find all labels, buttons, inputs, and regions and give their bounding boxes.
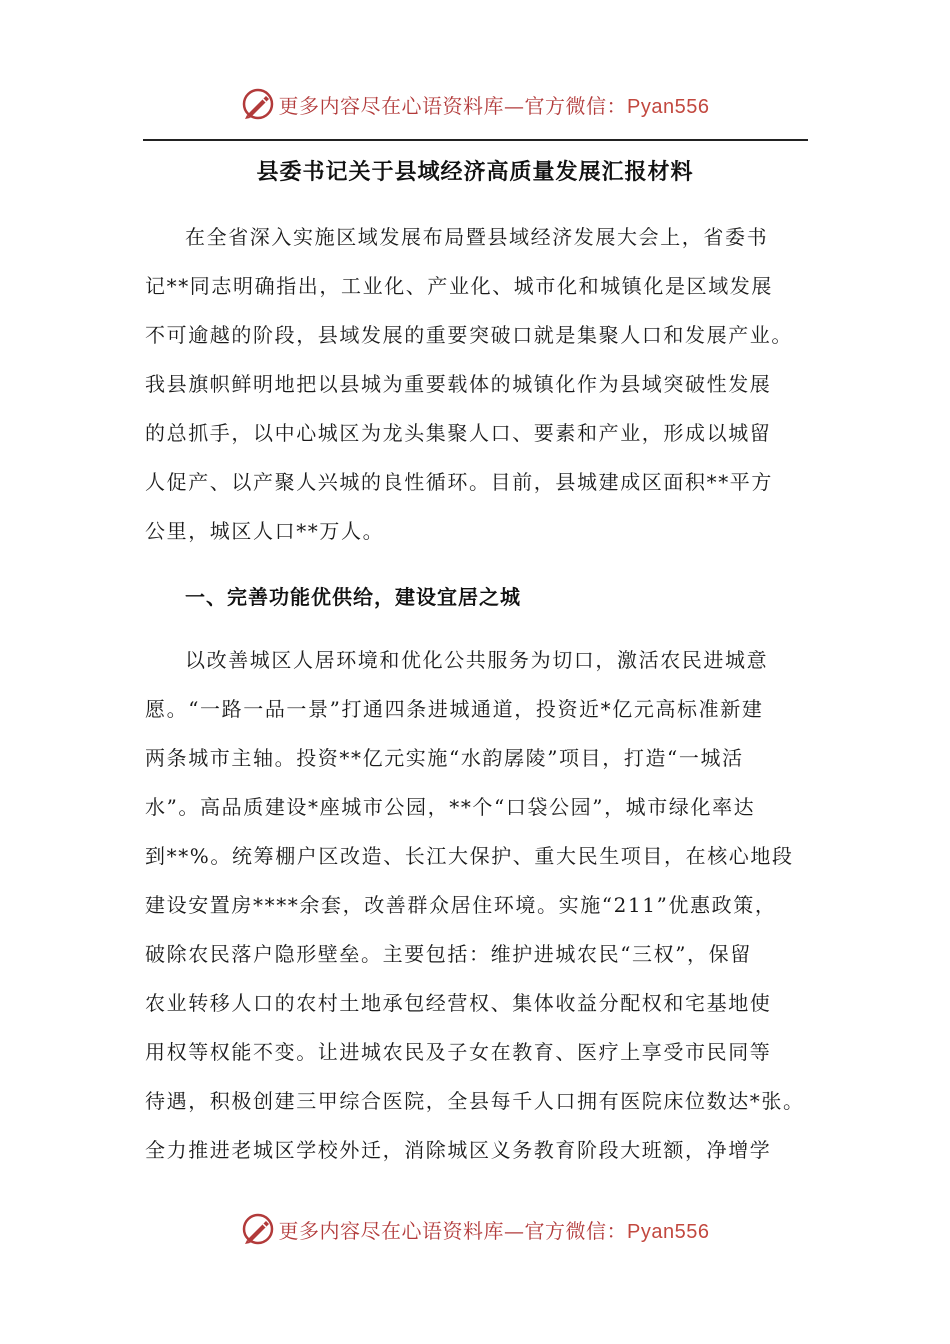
paragraph-line: 我县旗帜鲜明地把以县城为重要载体的城镇化作为县域突破性发展 (145, 372, 772, 396)
paragraph-line: 破除农民落户隐形壁垒。主要包括：维护进城农民“三权”，保留 (145, 942, 752, 966)
paragraph-line: 农业转移人口的农村土地承包经营权、集体收益分配权和宅基地使 (145, 991, 772, 1015)
paragraph-line: 到**%。统筹棚户区改造、长江大保护、重大民生项目，在核心地段 (145, 844, 794, 868)
document-title: 县委书记关于县域经济高质量发展汇报材料 (256, 160, 694, 185)
paragraph-line: 全力推进老城区学校外迁，消除城区义务教育阶段大班额，净增学 (145, 1138, 772, 1162)
section-heading: 一、完善功能优供给，建设宜居之城 (185, 585, 521, 609)
paragraph-line: 的总抓手，以中心城区为龙头集聚人口、要素和产业，形成以城留 (145, 421, 772, 445)
footer-banner-text: 更多内容尽在心语资料库—官方微信：Pyan556 (278, 1218, 710, 1243)
paragraph-line: 不可逾越的阶段，县域发展的重要突破口就是集聚人口和发展产业。 (145, 323, 793, 347)
paragraph-line: 建设安置房****余套，改善群众居住环境。实施“211”优惠政策， (145, 893, 777, 917)
paragraph-line: 待遇，积极创建三甲综合医院，全县每千人口拥有医院床位数达*张。 (145, 1089, 805, 1113)
paragraph-line: 记**同志明确指出，工业化、产业化、城市化和城镇化是区域发展 (145, 274, 773, 298)
header-banner (0, 84, 950, 124)
paragraph-line: 公里，城区人口**万人。 (145, 519, 385, 543)
pen-logo-icon (241, 87, 275, 121)
paragraph-line: 在全省深入实施区域发展布局暨县域经济发展大会上，省委书 (185, 225, 769, 249)
paragraph-line: 水”。高品质建设*座城市公园，**个“口袋公园”，城市绿化率达 (145, 795, 756, 819)
paragraph-line: 人促产、以产聚人兴城的良性循环。目前，县城建成区面积**平方 (145, 470, 773, 494)
header-banner-text: 更多内容尽在心语资料库—官方微信：Pyan556 (278, 93, 710, 118)
paragraph-line: 愿。“一路一品一景”打通四条进城通道，投资近*亿元高标准新建 (145, 697, 764, 721)
footer-banner (0, 1209, 950, 1249)
header-divider (143, 139, 808, 141)
paragraph-line: 两条城市主轴。投资**亿元实施“水韵孱陵”项目，打造“一城活 (145, 746, 744, 770)
pen-logo-icon (241, 1212, 275, 1246)
paragraph-line: 用权等权能不变。让进城农民及子女在教育、医疗上享受市民同等 (145, 1040, 772, 1064)
paragraph-line: 以改善城区人居环境和优化公共服务为切口，激活农民进城意 (185, 648, 769, 672)
